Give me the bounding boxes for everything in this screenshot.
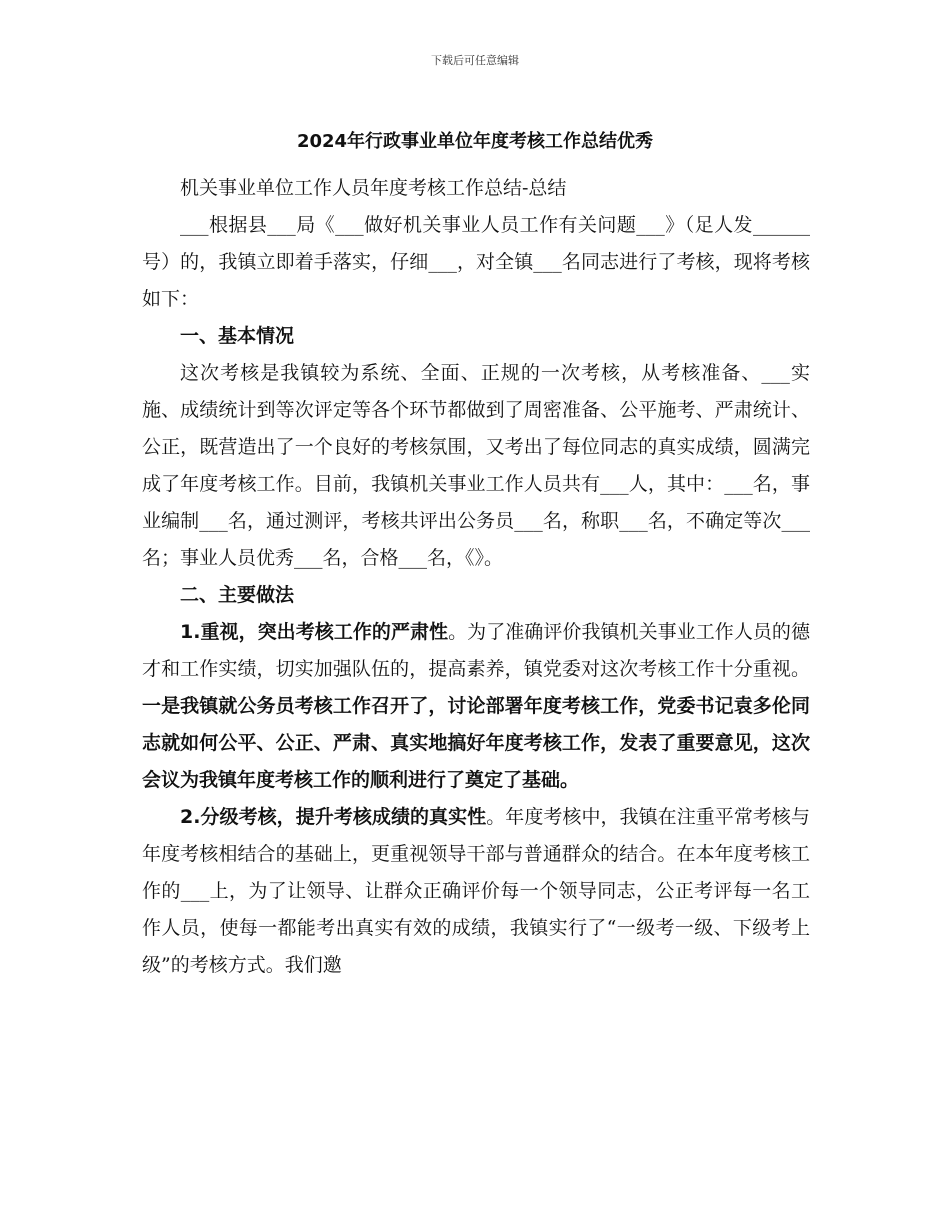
methods-p2-text: 。年度考核中，我镇在注重平常考核与年度考核相结合的基础上，更重视领导干部与普通群众的结合。在本年度考核工作的___上，为了让领导、让群众正确评价每一个领导同志，公正考评每一名工作人员，使每一都能考出真实有效的成绩，我镇实行了“一级考一级、下级考上级”的考核方式。我们邀 (142, 806, 810, 976)
methods-paragraph-2 (142, 799, 810, 984)
document-title: 2024年行政事业单位年度考核工作总结优秀 (296, 131, 654, 152)
header-note: 下载后可任意编辑 (431, 54, 519, 67)
section-heading-basic: 一、基本情况 (180, 325, 295, 347)
intro-paragraph: ___根据县___局《___做好机关事业人员工作有关问题___》（足人发______号）的，我镇立即着手落实，仔细___，对全镇___名同志进行了考核，现将考核如下： (142, 214, 810, 310)
methods-paragraph-1 (142, 614, 810, 799)
methods-p1-bold: 一是我镇就公务员考核工作召开了，讨论部署年度考核工作，党委书记袁多伦同志就如何公平、公正、严肃、真实地搞好年度考核工作，发表了重要意见，这次会议为我镇年度考核工作的顺利进行了奠定了基础。 (142, 695, 810, 791)
section-heading-methods: 二、主要做法 (180, 584, 295, 606)
methods-p2-lead: 2.分级考核，提升考核成绩的真实性 (180, 806, 487, 828)
section-basic-paragraph: 这次考核是我镇较为系统、全面、正规的一次考核，从考核准备、___实施、成绩统计到等次评定等各个环节都做到了周密准备、公平施考、严肃统计、公正，既营造出了一个良好的考核氛围，又考出了每位同志的真实成绩，圆满完成了年度考核工作。目前，我镇机关事业工作人员共有___人，其中：___名，事业编制___名，通过测评，考核共评出公务员___名，称职___名，不确定等次___名；事业人员优秀___名，合格___名，《》。 (142, 362, 810, 569)
methods-p1-text: 。为了准确评价我镇机关事业工作人员的德才和工作实绩，切实加强队伍的，提高素养，镇党委对这次考核工作十分重视。 (142, 621, 810, 680)
subtitle-paragraph: 机关事业单位工作人员年度考核工作总结-总结 (180, 177, 567, 199)
methods-p1-lead: 1.重视，突出考核工作的严肃性 (180, 621, 449, 643)
document-body (142, 170, 810, 984)
